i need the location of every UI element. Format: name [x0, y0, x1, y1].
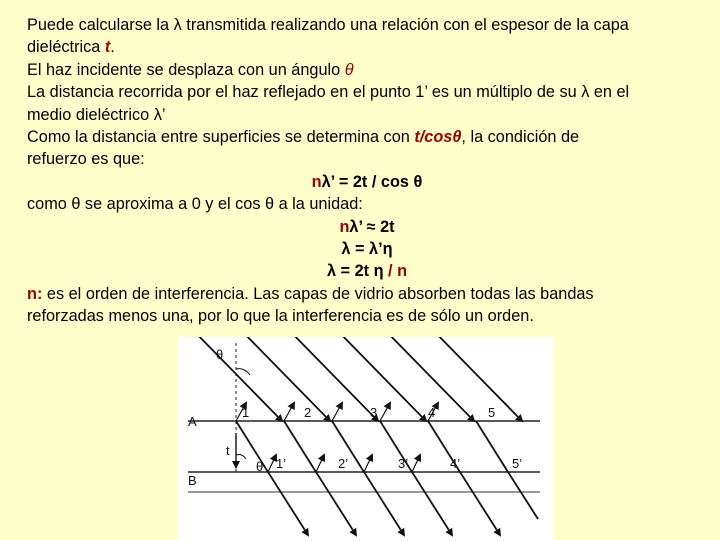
point-prime-label: 3’ [398, 456, 409, 471]
paragraph-3-line-1: La distancia recorrida por el haz reflejado en el punto 1’ es un múltiplo de su λ en el [27, 83, 630, 102]
internal-ray [476, 421, 508, 472]
interference-diagram [178, 337, 553, 540]
lambda-symbol: λ [581, 83, 590, 102]
paragraph-6-line-1: n: es el orden de interferencia. Las capas de vidrio absorben todas las bandas [27, 284, 594, 303]
point-prime-label: 2’ [338, 456, 349, 471]
point-label: 3 [370, 405, 378, 420]
internal-ray [284, 421, 316, 472]
surface-a-label: A [188, 414, 197, 429]
point-label: 5 [488, 405, 496, 420]
text-body [27, 14, 707, 328]
point-prime-label: 1’ [276, 456, 287, 471]
theta-top-label: θ [216, 347, 224, 362]
order-label: n: [27, 284, 43, 303]
surface-b-label: B [188, 473, 197, 488]
transmitted-ray [460, 472, 500, 535]
reflected-ray [364, 455, 372, 472]
equation-3: λ = λ’η [341, 240, 393, 259]
point-prime-label: 5’ [512, 456, 523, 471]
paragraph-1-line-2: dieléctrica t. [27, 38, 115, 57]
theta-bottom-label: θ [256, 459, 264, 474]
point-label: 2 [304, 405, 312, 420]
reflected-ray [268, 455, 276, 472]
equation-4: λ = 2t η / n [326, 262, 408, 281]
paragraph-5: como θ se aproxima a 0 y el cos θ a la unidad: [27, 195, 363, 214]
reflected-ray [316, 455, 324, 472]
equation-2: nλ’ ≈ 2t [339, 217, 395, 236]
theta-symbol: θ [71, 195, 81, 214]
theta-angle-arc [236, 455, 246, 460]
paragraph-6-line-2: reforzadas menos una, por lo que la interferencia es de sólo un orden. [27, 307, 534, 326]
theta-symbol: θ [344, 60, 354, 79]
incident-ray [284, 337, 378, 421]
incident-ray [188, 337, 282, 421]
transmitted-ray [412, 472, 452, 535]
theta-symbol: θ [265, 195, 275, 214]
reflected-ray [332, 403, 342, 421]
paragraph-4-line-2: refuerzo es que: [27, 150, 145, 169]
paragraph-4-line-1: Como la distancia entre superficies se determina con t/cosθ, la condición de [27, 128, 580, 147]
thickness-label: t [226, 443, 230, 458]
reflected-ray [284, 403, 294, 421]
equation-1: nλ’ = 2t / cos θ [311, 172, 423, 191]
paragraph-1-line-1: Puede calcularse la λ transmitida realizando una relación con el espesor de la capa [27, 16, 629, 34]
point-label: 1 [242, 405, 250, 420]
paragraph-2: El haz incidente se desplaza con un ángulo θ [27, 60, 354, 79]
lambda-symbol: λ [173, 16, 182, 34]
lambda-prime-symbol: λ’ [153, 105, 166, 124]
point-prime-label: 4’ [450, 456, 461, 471]
reflected-ray [412, 455, 420, 472]
theta-angle-arc [236, 369, 250, 375]
interference-diagram-svg [178, 337, 553, 540]
point-label: 4 [428, 405, 436, 420]
reflected-ray [380, 403, 390, 421]
paragraph-3-line-2: medio dieléctrico λ’ [27, 105, 166, 124]
distance-expression: t/cosθ [414, 128, 462, 147]
transmitted-ray [316, 472, 356, 535]
incident-ray [236, 337, 330, 421]
incident-ray [380, 337, 474, 421]
transmitted-ray [508, 472, 538, 519]
transmitted-ray [364, 472, 404, 535]
transmitted-ray [268, 472, 308, 535]
incident-ray [428, 337, 522, 421]
thickness-variable: t [104, 38, 111, 57]
incident-ray [332, 337, 426, 421]
